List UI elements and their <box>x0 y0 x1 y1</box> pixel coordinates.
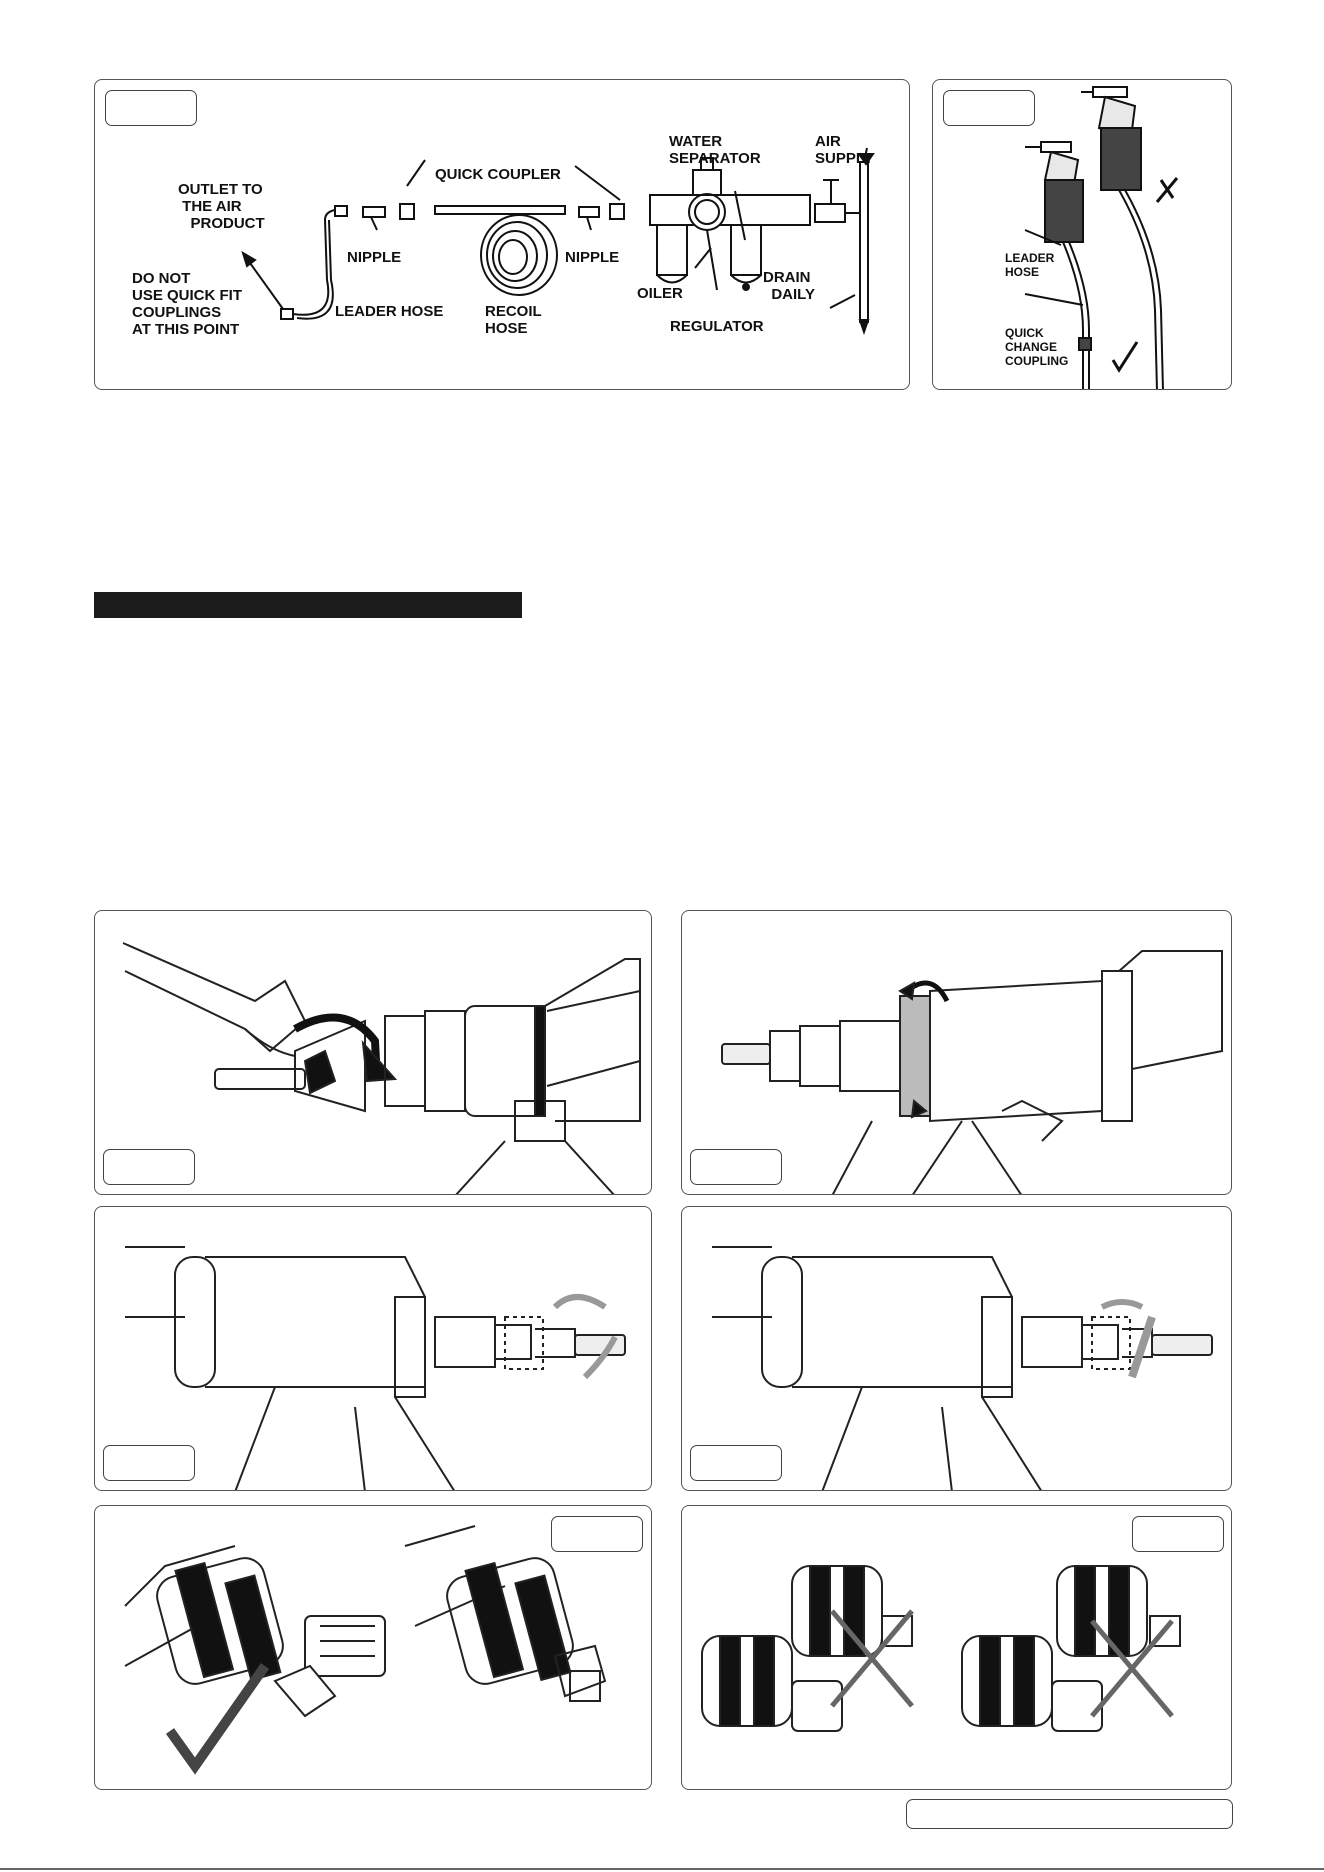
footer-box <box>906 1799 1233 1829</box>
air-supply-drawing <box>95 80 910 390</box>
figure-tag <box>103 1445 195 1481</box>
water-separator-label: WATER SEPARATOR <box>669 133 761 167</box>
nose-removal-panel-b <box>681 1206 1232 1491</box>
leader-hose-panel <box>932 79 1232 390</box>
nose-removal-panel-a <box>94 1206 652 1491</box>
recoil-hose-label: RECOIL HOSE <box>485 303 542 337</box>
figure-tag <box>690 1149 782 1185</box>
outlet-label: OUTLET TO THE AIR PRODUCT <box>178 181 265 232</box>
wrench-nose-panel <box>94 910 652 1195</box>
nipple-label-2: NIPPLE <box>565 249 620 266</box>
quick-change-coupling-label: QUICK CHANGE COUPLING <box>1005 326 1069 368</box>
incorrect-fitting-panel <box>681 1505 1232 1790</box>
correct-fitting-panel <box>94 1505 652 1790</box>
bottom-strip <box>0 1860 1324 1872</box>
figure-tag <box>103 1149 195 1185</box>
outlet-arrow <box>250 263 283 309</box>
section-heading-bar <box>94 592 522 618</box>
drain-daily-label: DRAIN DAILY <box>763 269 815 303</box>
air-supply-diagram-panel <box>94 79 910 390</box>
regulator-label: REGULATOR <box>670 318 764 335</box>
oiler-label: OILER <box>637 285 683 302</box>
figure-tag <box>690 1445 782 1481</box>
nipple-label-1: NIPPLE <box>347 249 402 266</box>
hose-leader-label: LEADER HOSE <box>1005 251 1055 279</box>
figure-tag <box>1132 1516 1224 1552</box>
leader-hose-label: LEADER HOSE <box>335 303 444 320</box>
do-not-label: DO NOT USE QUICK FIT COUPLINGS AT THIS POINT <box>132 270 243 338</box>
quick-coupler-label: QUICK COUPLER <box>435 166 561 183</box>
rivet-tool-hose-drawing <box>933 80 1232 390</box>
collar-rotation-panel <box>681 910 1232 1195</box>
figure-tag <box>551 1516 643 1552</box>
air-supply-label: AIR SUPPLY <box>815 133 874 167</box>
